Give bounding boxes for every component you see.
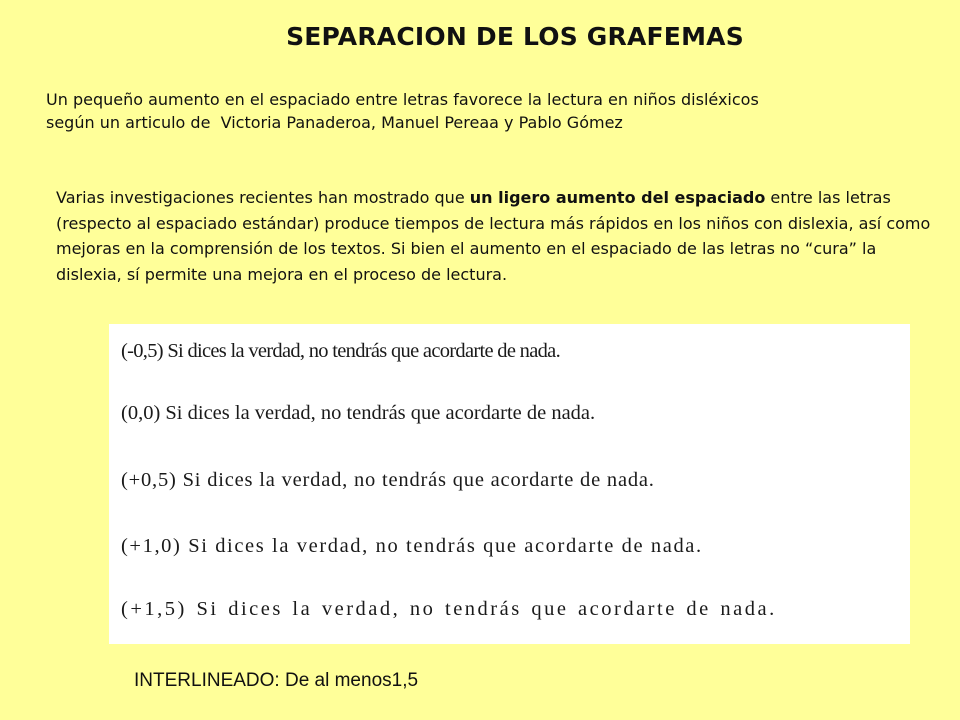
body-paragraph [56, 185, 936, 287]
sample-sentence: Si dices la verdad, no tendrás que acordarte de nada. [167, 340, 560, 362]
sample-sentence: Si dices la verdad, no tendrás que acordarte de nada. [196, 598, 777, 620]
sample-line [121, 340, 560, 363]
sample-label: (0,0) [121, 402, 161, 424]
intro-paragraph [46, 88, 926, 134]
sample-sentence: Si dices la verdad, no tendrás que acordarte de nada. [188, 535, 703, 557]
sample-sentence: Si dices la verdad, no tendrás que acordarte de nada. [182, 469, 655, 491]
sample-label: (+1,5) [121, 598, 187, 620]
spacing-samples-image [109, 324, 910, 644]
page-title: SEPARACION DE LOS GRAFEMAS [286, 22, 744, 51]
sample-line [121, 469, 655, 492]
body-text-part-1: Varias investigaciones recientes han mostrado que [56, 188, 470, 207]
intro-line-1: Un pequeño aumento en el espaciado entre letras favorece la lectura en niños disléxicos [46, 90, 759, 109]
sample-line [121, 598, 777, 621]
sample-line [121, 535, 703, 558]
sample-line [121, 402, 595, 425]
body-text-part-2: entre las letras (respecto al espaciado estándar) produce tiempos de lectura más rápidos en los niños con dislexia, así como mejoras en la comprensión de los textos. Si bien el aumento en el espaciado de las letras no “cura” la dislexia, sí permite una mejora en el proceso de lectura. [56, 188, 931, 284]
sample-label: (+0,5) [121, 469, 177, 491]
body-text-bold: un ligero aumento del espaciado [469, 188, 766, 207]
intro-line-2: según un articulo de Victoria Panaderoa, Manuel Pereaa y Pablo Gómez [46, 113, 623, 132]
sample-sentence: Si dices la verdad, no tendrás que acordarte de nada. [165, 402, 596, 424]
sample-label: (-0,5) [121, 340, 163, 362]
sample-label: (+1,0) [121, 535, 182, 557]
footer-note: INTERLINEADO: De al menos1,5 [134, 670, 419, 691]
